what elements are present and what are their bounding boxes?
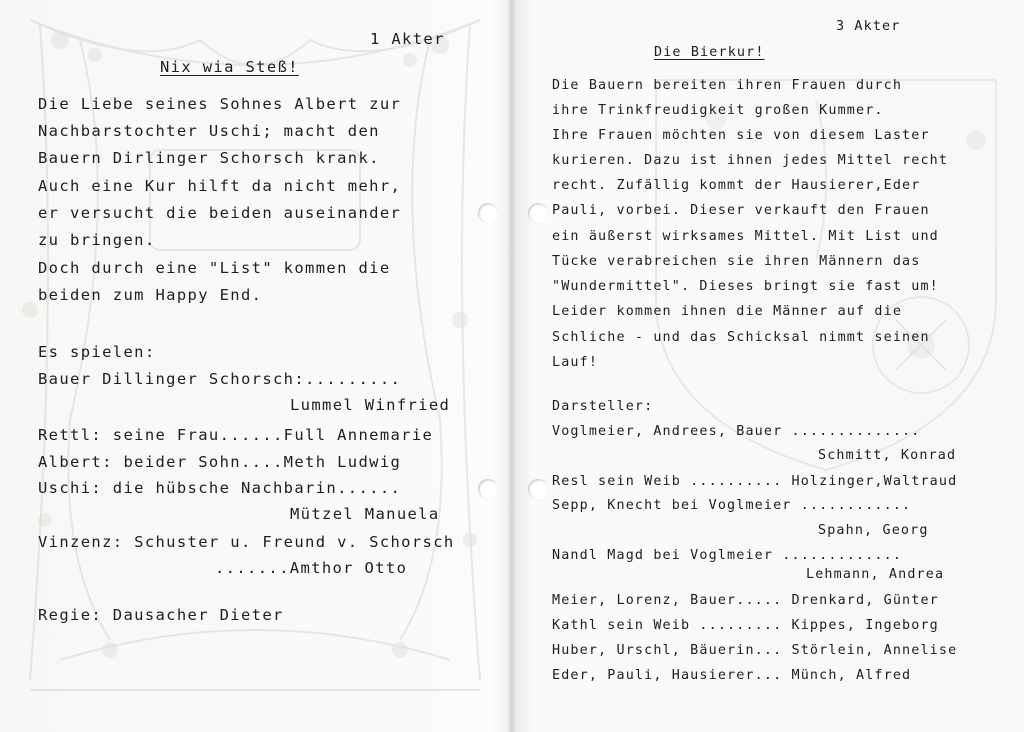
- cast-line: Albert: beider Sohn....Meth Ludwig: [38, 453, 402, 471]
- synopsis-line: Tücke verabreichen sie ihren Männern das: [552, 254, 921, 269]
- synopsis-line: ihre Trinkfreudigkeit großen Kummer.: [552, 103, 884, 118]
- cast-heading: Darsteller:: [552, 399, 654, 414]
- cast-line: Resl sein Weib .......... Holzinger,Waltraud: [552, 474, 958, 489]
- cast-line: Vinzenz: Schuster u. Freund v. Schorsch: [38, 533, 455, 551]
- cast-line: Eder, Pauli, Hausierer... Münch, Alfred: [552, 668, 912, 683]
- cast-line: Kathl sein Weib ......... Kippes, Ingeborg: [552, 618, 939, 633]
- synopsis-line: kurieren. Dazu ist ihnen jedes Mittel recht: [552, 153, 949, 168]
- play-title: Nix wia Steß!: [160, 58, 299, 76]
- synopsis-line: Ihre Frauen möchten sie von diesem Laster: [552, 128, 930, 143]
- left-page: [0, 0, 510, 732]
- cast-line: Uschi: die hübsche Nachbarin......: [38, 479, 402, 497]
- play-title: Die Bierkur!: [654, 45, 765, 60]
- right-page: [516, 0, 1024, 732]
- punch-hole: [528, 479, 548, 499]
- synopsis-line: Leider kommen ihnen die Männer auf die: [552, 304, 903, 319]
- cast-line: Rettl: seine Frau......Full Annemarie: [38, 426, 434, 444]
- cast-line: Lummel Winfried: [290, 396, 451, 414]
- synopsis-line: zu bringen.: [38, 231, 156, 249]
- punch-hole: [478, 203, 498, 223]
- synopsis-line: Pauli, vorbei. Dieser verkauft den Frauen: [552, 203, 930, 218]
- cast-heading: Es spielen:: [38, 343, 156, 361]
- cast-line: Spahn, Georg: [818, 523, 929, 538]
- punch-hole: [528, 203, 548, 223]
- punch-hole: [478, 479, 498, 499]
- synopsis-line: ein äußerst wirksames Mittel. Mit List und: [552, 229, 939, 244]
- synopsis-line: "Wundermittel". Dieses bringt sie fast um!: [552, 279, 939, 294]
- synopsis-line: Lauf!: [552, 355, 599, 370]
- cast-line: Lehmann, Andrea: [806, 567, 945, 582]
- cast-line: Sepp, Knecht bei Voglmeier ............: [552, 498, 912, 513]
- cast-line: Nandl Magd bei Voglmeier .............: [552, 548, 903, 563]
- cast-line: Bauer Dillinger Schorsch:.........: [38, 370, 402, 388]
- synopsis-line: Doch durch eine "List" kommen die: [38, 259, 391, 277]
- synopsis-line: beiden zum Happy End.: [38, 286, 263, 304]
- cast-line: .......Amthor Otto: [215, 559, 408, 577]
- cast-line: Voglmeier, Andrees, Bauer ..............: [552, 424, 921, 439]
- synopsis-line: Auch eine Kur hilft da nicht mehr,: [38, 177, 402, 195]
- cast-line: Huber, Urschl, Bäuerin... Störlein, Annelise: [552, 643, 958, 658]
- cast-line: Mützel Manuela: [290, 505, 440, 523]
- synopsis-line: er versucht die beiden auseinander: [38, 204, 402, 222]
- synopsis-line: Die Bauern bereiten ihren Frauen durch: [552, 78, 903, 93]
- synopsis-line: Nachbarstochter Uschi; macht den: [38, 122, 380, 140]
- synopsis-line: Bauern Dirlinger Schorsch krank.: [38, 149, 380, 167]
- page-fold: [508, 0, 516, 732]
- synopsis-line: Schliche - und das Schicksal nimmt seinen: [552, 330, 930, 345]
- cast-line: Meier, Lorenz, Bauer..... Drenkard, Günter: [552, 593, 939, 608]
- act-label: 3 Akter: [836, 19, 901, 34]
- director-credit: Regie: Dausacher Dieter: [38, 606, 284, 624]
- cast-line: Schmitt, Konrad: [818, 448, 957, 463]
- act-label: 1 Akter: [370, 30, 445, 48]
- synopsis-line: recht. Zufällig kommt der Hausierer,Eder: [552, 178, 921, 193]
- synopsis-line: Die Liebe seines Sohnes Albert zur: [38, 95, 402, 113]
